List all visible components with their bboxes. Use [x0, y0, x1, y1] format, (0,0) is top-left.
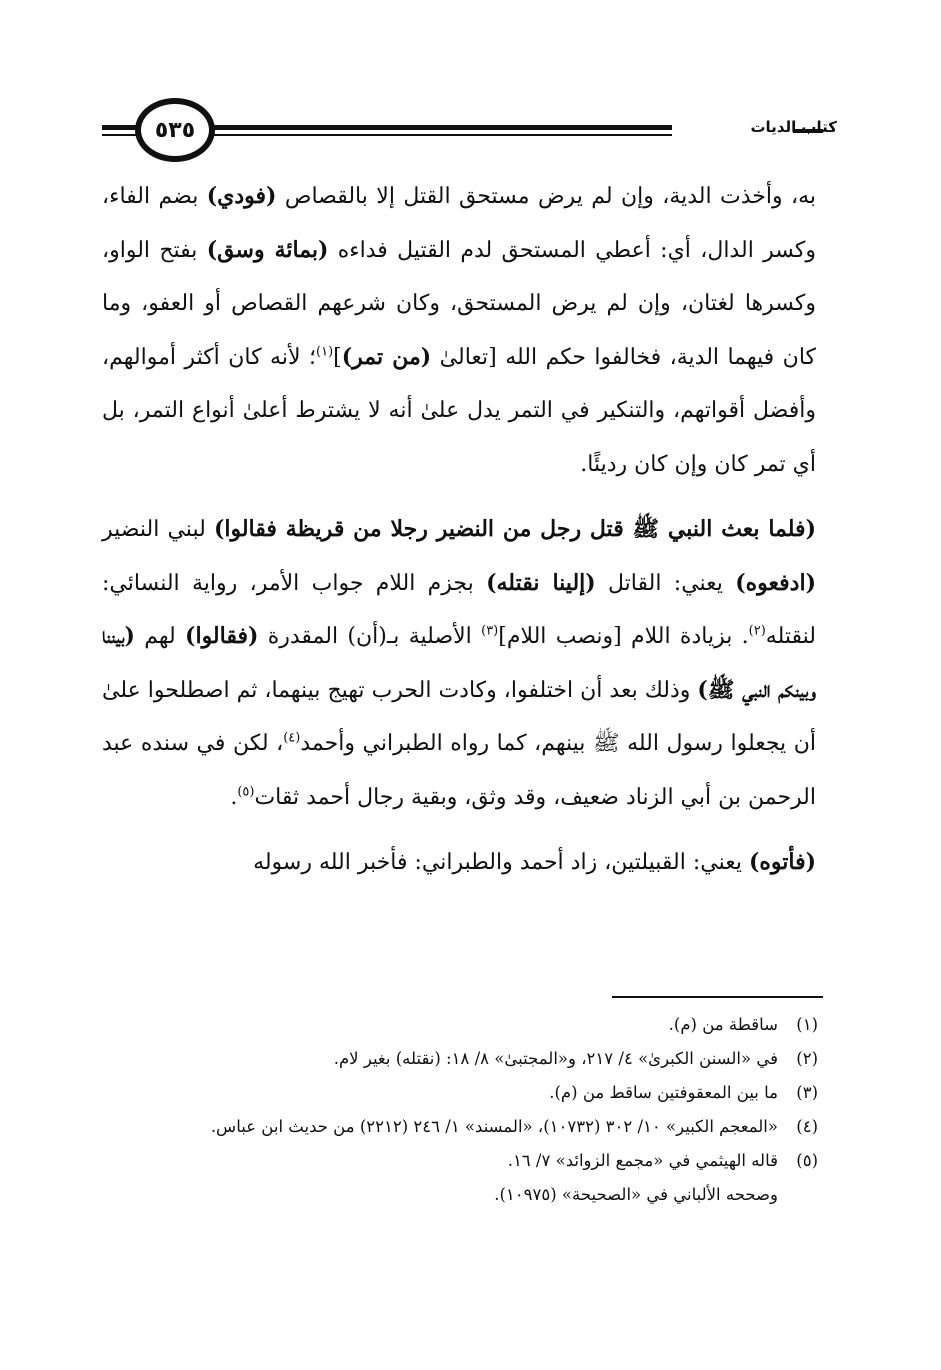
text-run: به، وأخذت الدية، وإن لم يرض مستحق القتل إلا بالقصاص [276, 184, 817, 209]
chapter-title: كتاب الديات [750, 118, 837, 136]
footnote-3 [102, 1076, 818, 1110]
text-run: الأصلية بـ(أن) المقدرة [258, 624, 482, 649]
text-run: ] [333, 344, 342, 370]
footnote-4 [102, 1110, 818, 1144]
text-run: لبني النضير [102, 517, 214, 542]
footnote-ref[interactable]: (٣) [481, 623, 499, 639]
footnote-number: (٣) [796, 1083, 818, 1102]
footnotes [102, 1008, 818, 1212]
footnote-1 [102, 1008, 818, 1042]
footnote-separator [612, 996, 823, 998]
text-run: لهم [134, 624, 186, 649]
main-text [102, 170, 816, 890]
quoted-term: (ادفعوه) [735, 569, 816, 596]
footnote-ref[interactable]: (١) [316, 344, 334, 360]
footnote-text [102, 1144, 778, 1212]
footnote-ref[interactable]: (٢) [748, 623, 766, 639]
text-run: وذلك بعد أن اختلفوا، وكادت الحرب تهيج بينهما، ثم اصطلحوا علىٰ أن يجعلوا رسول الله ﷺ بينهم، كما رواه الطبراني وأحمد [102, 677, 816, 756]
text-run: ؛ لأنه كان أكثر أموالهم، وأفضل أقواتهم، والتنكير في التمر يدل علىٰ أنه لا يشترط أعلىٰ أنواع التمر، بل أي تمر كان وإن كان رديئًا. [102, 344, 816, 477]
footnote-text: في «السنن الكبرىٰ» ٤/ ٢١٧، و«المجتبىٰ» ٨/ ١٨: (نقتله) بغير لام. [333, 1049, 778, 1068]
text-run: ، لكن في سنده عبد الرحمن بن أبي الزناد ضعيف، وقد وثق، وبقية رجال أحمد ثقات [102, 731, 816, 810]
quoted-term: (فقالوا) [185, 623, 259, 649]
paragraph-1 [102, 170, 816, 491]
footnote-number: (٤) [796, 1117, 818, 1136]
footnote-5 [102, 1144, 818, 1212]
quoted-term: (بيننا وبينكم النبي ﷺ) [102, 623, 817, 703]
footnote-number: (١) [796, 1015, 818, 1034]
paragraph-2 [102, 503, 816, 824]
page-number-badge [135, 98, 215, 162]
footnote-text: ساقطة من (م). [668, 1015, 778, 1034]
text-run: بجزم اللام جواب الأمر، رواية النسائي: لنقتله [102, 570, 816, 649]
footnote-ref[interactable]: (٤) [283, 730, 301, 746]
quoted-term: (إلينا نقتله) [486, 569, 596, 596]
text-run: يعني: القاتل [595, 570, 736, 596]
footnote-line: وصححه الألباني في «الصحيحة» (١٠٩٧٥). [494, 1185, 778, 1204]
quoted-term: (فودي) [206, 183, 277, 209]
header-rule-right-thin [205, 134, 672, 136]
text-run: . [230, 784, 238, 810]
text-run: . بزيادة اللام [ونصب اللام] [498, 624, 749, 649]
footnote-text: «المعجم الكبير» ١٠/ ٣٠٢ (١٠٧٣٢)، «المسند» ١/ ٢٤٦ (٢٢١٢) من حديث ابن عباس. [210, 1117, 778, 1136]
header-rule-right [205, 125, 672, 130]
footnote-number: (٢) [796, 1049, 818, 1068]
text-run: يعني: القبيلتين، زاد أحمد والطبراني: فأخبر الله رسوله [253, 850, 749, 875]
quoted-term: (فأتوه) [748, 849, 816, 875]
quoted-term: (بمائة وسق) [206, 236, 329, 263]
text-run: بفتح الواو، وكسرها لغتان، وإن لم يرض المستحق، وكان شرعهم القصاص أو العفو، وما كان فيهما الدية، فخالفوا حكم الله [تعالىٰ [102, 237, 816, 370]
footnote-number: (٥) [796, 1151, 818, 1170]
page-header [0, 0, 941, 180]
page-number: ٥٣٥ [154, 117, 196, 143]
footnote-ref[interactable]: (٥) [237, 784, 255, 800]
text-run: بضم الفاء، وكسر الدال، أي: أعطي المستحق لدم القتيل فداءه [102, 184, 816, 263]
footnote-2 [102, 1042, 818, 1076]
footnote-line: قاله الهيثمي في «مجمع الزوائد» ٧/ ١٦. [507, 1151, 778, 1170]
quoted-term: (فلما بعث النبي ﷺ قتل رجل من النضير رجلا من قريظة فقالوا) [213, 516, 816, 542]
quoted-term: (من تمر) [341, 343, 432, 370]
paragraph-3 [102, 836, 816, 890]
footnote-text: ما بين المعقوفتين ساقط من (م). [549, 1083, 778, 1102]
